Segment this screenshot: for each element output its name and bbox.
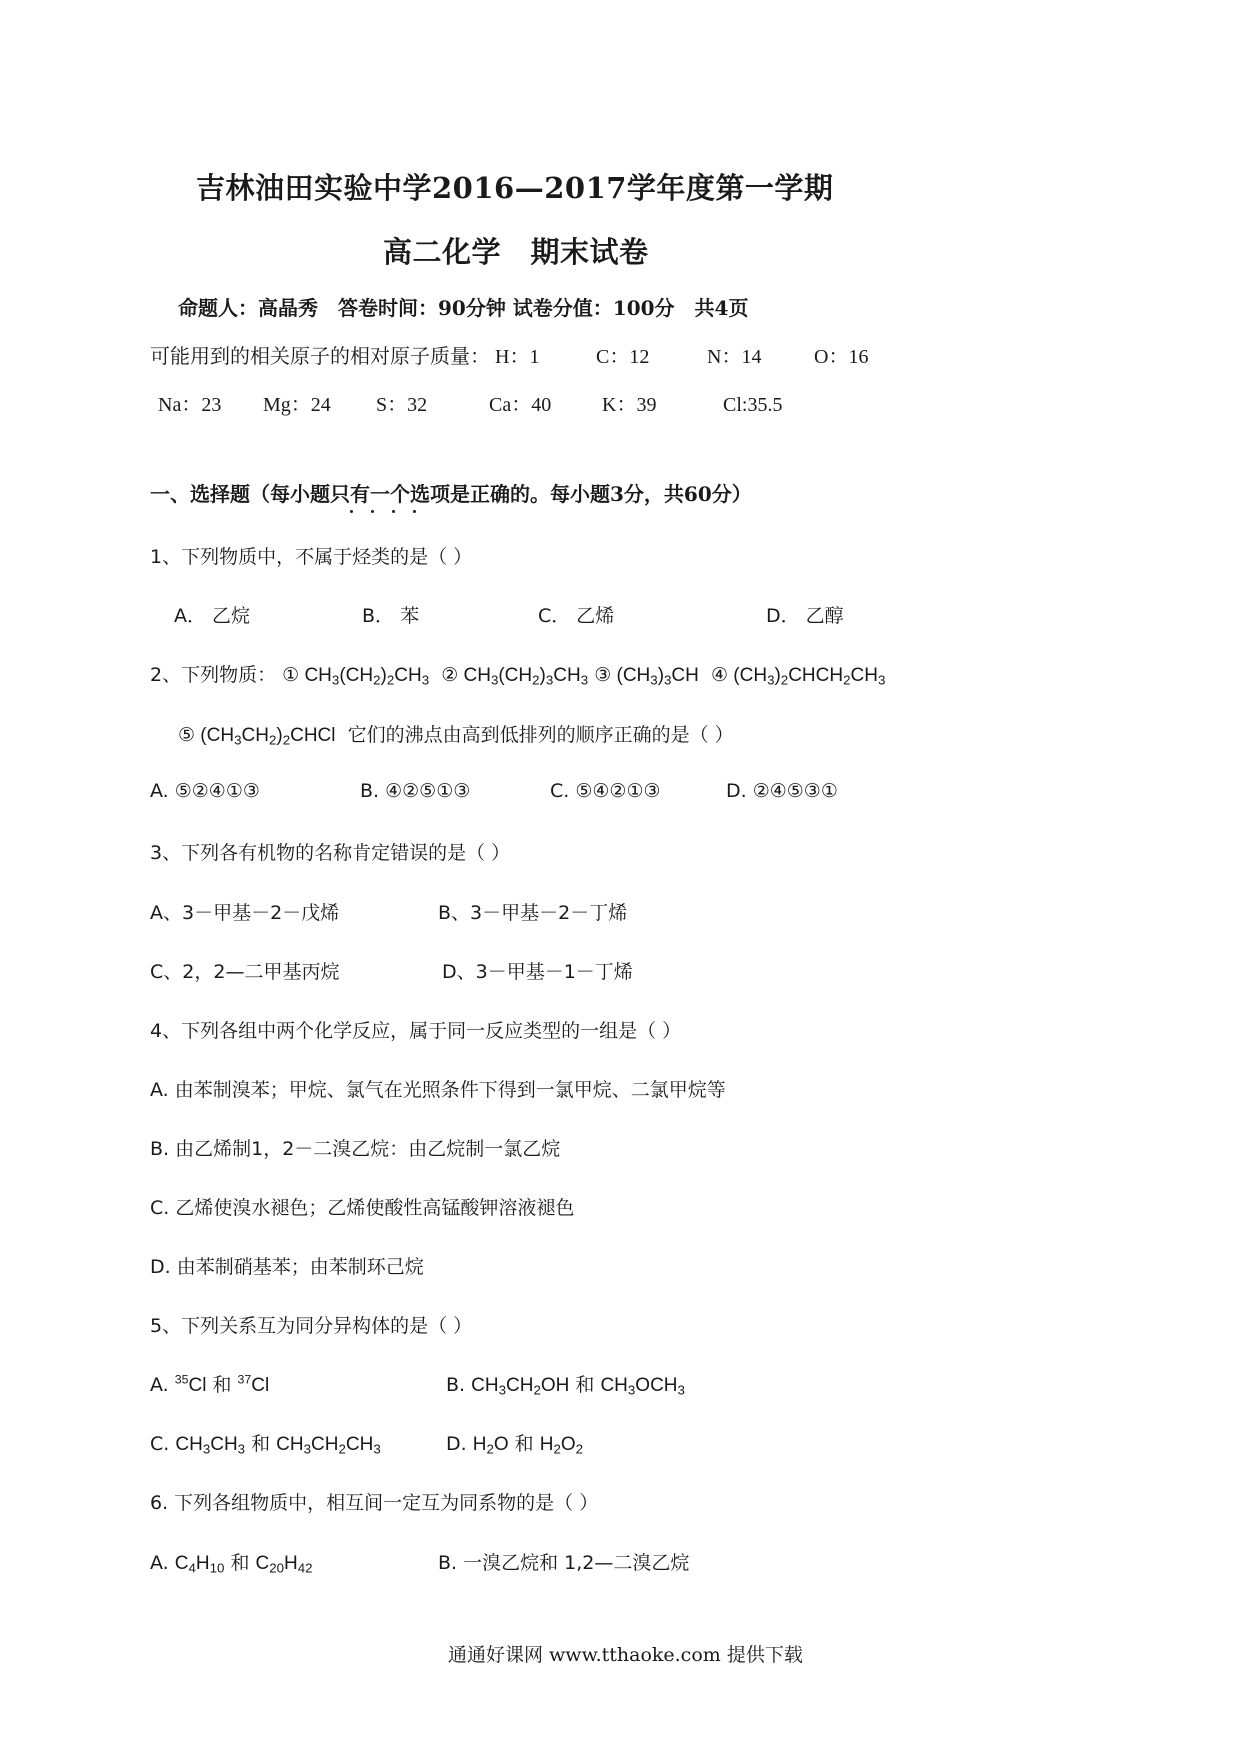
q4-option-d[interactable]: D. 由苯制硝基苯；由苯制环己烷 bbox=[150, 1256, 424, 1278]
q2-stem-prefix: 2、下列物质： bbox=[150, 664, 277, 686]
mass-s: S：32 bbox=[376, 394, 428, 416]
mass-k: K：39 bbox=[602, 394, 657, 416]
q2-option-b[interactable]: B. ④②⑤①③ bbox=[360, 780, 471, 802]
emphasis-dots bbox=[350, 498, 434, 517]
q2-item-3: ③ $(CH_3)_3CH$ bbox=[594, 665, 699, 688]
mass-h: H：1 bbox=[495, 346, 540, 368]
q5-option-b[interactable]: B. $CH_3CH_2OH$ 和 $CH_3OCH_3$ bbox=[446, 1374, 685, 1398]
q2-item-4: ④ $(CH_3)_2CHCH_2CH_3$ bbox=[710, 665, 886, 688]
q2-option-c[interactable]: C. ⑤④②①③ bbox=[550, 780, 661, 802]
mass-mg: Mg：24 bbox=[263, 394, 331, 416]
q2-stem-suffix: 它们的沸点由高到低排列的顺序正确的是（ ） bbox=[347, 724, 734, 746]
q3-option-a[interactable]: A、3－甲基－2－戊烯 bbox=[150, 902, 340, 924]
q2-item-1: ① $CH_3(CH_2)_2CH_3$ bbox=[282, 665, 430, 688]
footer-credit: 通通好课网 www.tthaoke.com 提供下载 bbox=[448, 1644, 803, 1666]
q4-option-b[interactable]: B. 由乙烯制1，2－二溴乙烷：由乙烷制一氯乙烷 bbox=[150, 1138, 561, 1160]
q2-option-d[interactable]: D. ②④⑤③① bbox=[726, 780, 838, 802]
mass-cl: Cl:35.5 bbox=[723, 394, 783, 416]
q4-option-c[interactable]: C. 乙烯使溴水褪色；乙烯使酸性高锰酸钾溶液褪色 bbox=[150, 1197, 575, 1219]
mass-c: C：12 bbox=[596, 346, 650, 368]
atomic-masses-row1 bbox=[150, 340, 868, 369]
q6-option-a[interactable]: A. $C_4H_{10}$ 和 $C_{20}H_{42}$ bbox=[150, 1552, 313, 1576]
q2-stem-line2 bbox=[178, 720, 734, 747]
atomic-masses-row2 bbox=[158, 388, 782, 417]
masses-label: 可能用到的相关原子的相对原子质量： bbox=[150, 346, 490, 368]
q5-option-c[interactable]: C. $CH_3CH_3$ 和 $CH_3CH_2CH_3$ bbox=[150, 1433, 381, 1457]
q1-option-b[interactable]: B． 苯 bbox=[362, 605, 420, 627]
q3-option-b[interactable]: B、3－甲基－2－丁烯 bbox=[438, 902, 628, 924]
exam-title-line2: 高二化学 期末试卷 bbox=[383, 235, 649, 269]
mass-na: Na：23 bbox=[158, 394, 222, 416]
q2-stem-line1 bbox=[150, 660, 885, 687]
q6-option-b[interactable]: B. 一溴乙烷和 1,2—二溴乙烷 bbox=[438, 1552, 690, 1574]
q2-item-2: ② $CH_3(CH_2)_3CH_3$ bbox=[441, 665, 589, 688]
section-heading: 一、选择题（每小题只有一个选项是正确的。每小题3分，共60分） bbox=[150, 482, 752, 506]
q2-option-a[interactable]: A. ⑤②④①③ bbox=[150, 780, 260, 802]
q5-stem: 5、下列关系互为同分异构体的是（ ） bbox=[150, 1315, 473, 1337]
q1-stem: 1、下列物质中，不属于烃类的是（ ） bbox=[150, 546, 473, 568]
mass-n: N：14 bbox=[707, 346, 762, 368]
q2-item-5: ⑤ $(CH_3CH_2)_2CHCl$ bbox=[178, 725, 336, 748]
q5-option-d[interactable]: D. $H_2O$ 和 $H_2O_2$ bbox=[446, 1433, 584, 1457]
q1-option-a[interactable]: A． 乙烷 bbox=[174, 605, 251, 627]
q4-option-a[interactable]: A. 由苯制溴苯；甲烷、氯气在光照条件下得到一氯甲烷、二氯甲烷等 bbox=[150, 1079, 726, 1101]
q3-option-c[interactable]: C、2，2—二甲基丙烷 bbox=[150, 961, 340, 983]
q4-stem: 4、下列各组中两个化学反应，属于同一反应类型的一组是（ ） bbox=[150, 1020, 682, 1042]
q6-stem: 6. 下列各组物质中，相互间一定互为同系物的是（ ） bbox=[150, 1492, 599, 1514]
mass-o: O：16 bbox=[814, 346, 869, 368]
q5-option-a[interactable]: A. $^{35}$Cl 和 $^{37}$Cl bbox=[150, 1372, 270, 1396]
q3-option-d[interactable]: D、3－甲基－1－丁烯 bbox=[442, 961, 633, 983]
exam-title-line1: 吉林油田实验中学2016—2017学年度第一学期 bbox=[196, 171, 834, 205]
q1-option-d[interactable]: D． 乙醇 bbox=[766, 605, 844, 627]
q3-stem: 3、下列各有机物的名称肯定错误的是（ ） bbox=[150, 842, 511, 864]
q1-option-c[interactable]: C． 乙烯 bbox=[538, 605, 615, 627]
exam-info: 命题人：高晶秀 答卷时间：90分钟 试卷分值：100分 共4页 bbox=[178, 296, 749, 320]
mass-ca: Ca：40 bbox=[489, 394, 552, 416]
